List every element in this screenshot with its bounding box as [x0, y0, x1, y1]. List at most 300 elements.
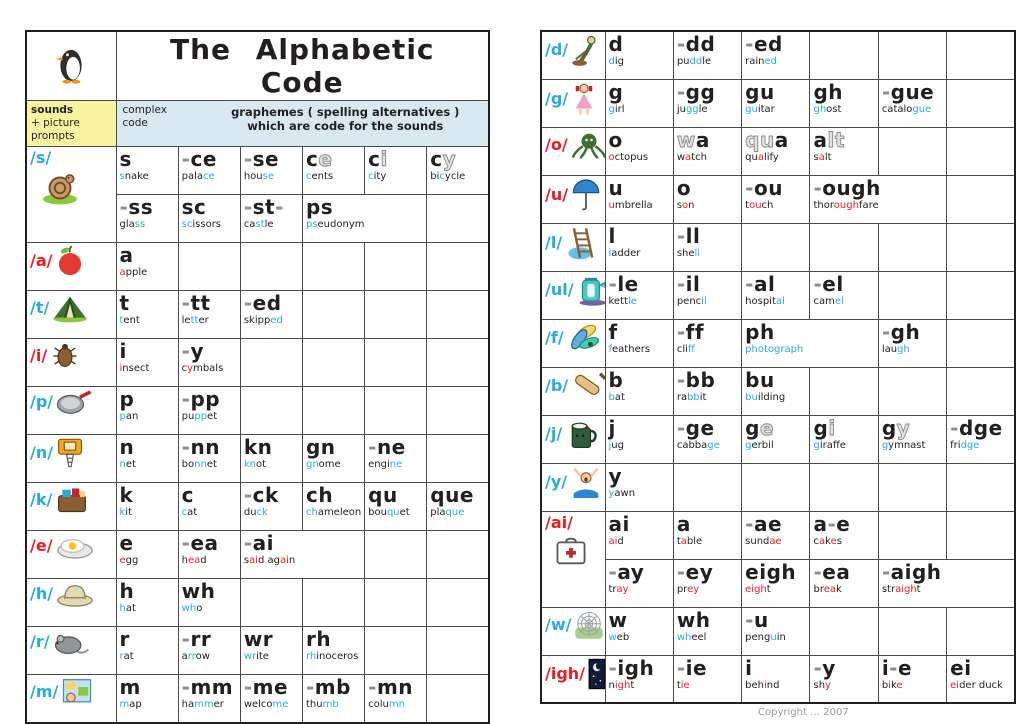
- sound-label: /e/: [30, 536, 53, 555]
- sound-label: /f/: [545, 327, 564, 347]
- grapheme-cell: [178, 627, 240, 675]
- sound-cell-ul: [541, 271, 605, 319]
- example-word: bat: [608, 391, 625, 403]
- grapheme: wr: [243, 627, 274, 651]
- sound-cell-n: [26, 435, 116, 483]
- grapheme: j: [608, 415, 616, 440]
- grapheme: d: [608, 32, 624, 56]
- web-icon: [574, 610, 604, 640]
- example-word: break: [813, 583, 842, 595]
- sound-label: /j/: [545, 423, 563, 443]
- grapheme: e: [119, 531, 134, 555]
- example-word: qualify: [745, 151, 779, 163]
- grapheme: ge: [745, 415, 775, 440]
- sound-cell-y: [541, 463, 605, 511]
- grapheme: -ck: [243, 483, 279, 507]
- first-aid-icon: [555, 536, 587, 566]
- grapheme: qua: [745, 127, 789, 152]
- example-word: pencil: [676, 295, 707, 307]
- example-word: cymbals: [181, 363, 224, 374]
- empty-cell: [178, 243, 240, 291]
- example-word: rained: [745, 56, 778, 67]
- grapheme-cell: [302, 627, 364, 675]
- example-word: camel: [813, 295, 844, 307]
- sound-cell-d: [541, 31, 605, 79]
- grapheme: r: [119, 627, 130, 651]
- grapheme: -mm: [181, 675, 234, 699]
- feathers-icon: [567, 322, 599, 354]
- grapheme-cell: [810, 271, 878, 319]
- empty-cell: [365, 531, 427, 579]
- example-word: egg: [119, 555, 139, 566]
- sound-label: /a/: [30, 251, 53, 270]
- sound-label: /ul/: [545, 279, 574, 299]
- example-word: write: [243, 651, 269, 662]
- grapheme: -rr: [181, 627, 212, 651]
- example-word: fridge: [950, 439, 980, 451]
- grapheme-cell: [742, 319, 879, 367]
- grapheme: m: [119, 675, 141, 699]
- net-icon: [56, 437, 84, 469]
- grapheme: b: [608, 367, 624, 392]
- grapheme: -al: [745, 271, 776, 296]
- grapheme: alt: [813, 127, 845, 152]
- grapheme-cell: [178, 195, 240, 243]
- example-word: pan: [119, 411, 139, 422]
- example-word: duck: [243, 507, 268, 518]
- sound-cell-igh: [541, 655, 605, 703]
- example-word: aid: [608, 535, 624, 547]
- grapheme-cell: [605, 127, 673, 175]
- grapheme: -ay: [608, 559, 645, 584]
- grapheme: h: [119, 579, 135, 603]
- grapheme: -ce: [181, 147, 217, 171]
- grapheme-cell: [302, 147, 364, 195]
- example-word: rabbit: [676, 391, 707, 403]
- grapheme: -igh: [608, 655, 655, 680]
- grapheme-cell: [673, 271, 741, 319]
- grapheme: s: [119, 147, 132, 171]
- insect-icon: [50, 341, 80, 371]
- empty-cell: [302, 291, 364, 339]
- empty-cell: [947, 607, 1015, 655]
- empty-cell: [947, 79, 1015, 127]
- empty-cell: [673, 463, 741, 511]
- sound-cell-b: [541, 367, 605, 415]
- example-word: yawn: [608, 487, 636, 499]
- grapheme: o: [608, 127, 623, 152]
- grapheme-cell: [673, 79, 741, 127]
- umbrella-icon: [571, 178, 601, 212]
- grapheme-cell: [742, 559, 810, 607]
- sound-label: /m/: [30, 682, 59, 701]
- sound-cell-u: [541, 175, 605, 223]
- example-word: night: [608, 679, 635, 691]
- page-title: The Alphabetic Code: [169, 33, 435, 99]
- grapheme: -ll: [676, 223, 701, 248]
- grapheme: i: [745, 655, 753, 680]
- grapheme-cell: [116, 483, 178, 531]
- grapheme-cell: [742, 415, 810, 463]
- octopus-icon: [571, 130, 605, 160]
- grapheme-cell: [116, 291, 178, 339]
- sound-cell-l: [541, 223, 605, 271]
- sound-cell-f: [541, 319, 605, 367]
- example-word: palace: [181, 171, 215, 182]
- grapheme-cell: [810, 127, 878, 175]
- grapheme: wa: [676, 127, 710, 152]
- sound-cell-i: [26, 339, 116, 387]
- grapheme: -ea: [813, 559, 851, 584]
- grapheme: a: [119, 243, 134, 267]
- empty-cell: [878, 271, 946, 319]
- sound-cell-g: [541, 79, 605, 127]
- grapheme-cell: [605, 31, 673, 79]
- girl-icon: [571, 82, 597, 116]
- grapheme-cell: [365, 675, 427, 723]
- empty-cell: [810, 607, 878, 655]
- example-word: engine: [368, 459, 403, 470]
- grapheme: -y: [813, 655, 836, 680]
- sound-label: /u/: [545, 184, 569, 204]
- grapheme-cell: [742, 511, 810, 559]
- example-word: puddle: [676, 56, 712, 67]
- map-icon: [61, 677, 93, 707]
- empty-cell: [302, 243, 364, 291]
- grapheme-cell: [116, 147, 178, 195]
- grapheme-cell: [947, 655, 1015, 703]
- example-word: thoroughfare: [813, 199, 879, 211]
- grapheme-cell: [178, 147, 240, 195]
- grapheme-cell: [878, 319, 946, 367]
- grapheme-cell: [240, 483, 302, 531]
- grapheme: -gg: [676, 79, 716, 104]
- grapheme: -dge: [950, 415, 1003, 440]
- grapheme-cell: [742, 655, 810, 703]
- grapheme-cell: [240, 291, 302, 339]
- empty-cell: [427, 243, 489, 291]
- alphabetic-code-table-left: [25, 30, 490, 724]
- example-word: bike: [881, 679, 903, 691]
- grapheme: -bb: [676, 367, 716, 392]
- example-word: prey: [676, 583, 700, 595]
- sound-label: /d/: [545, 40, 569, 59]
- grapheme: -dd: [676, 32, 716, 56]
- empty-cell: [947, 223, 1015, 271]
- grapheme-cell: [605, 559, 673, 607]
- kit-icon: [55, 485, 89, 515]
- empty-cell: [810, 223, 878, 271]
- grapheme: -ae: [745, 511, 783, 536]
- empty-cell: [947, 367, 1015, 415]
- grapheme: a: [676, 511, 691, 536]
- grapheme-cell: [742, 31, 810, 79]
- apple-icon: [55, 245, 85, 277]
- example-word: wheel: [676, 631, 707, 643]
- grapheme-cell: [302, 435, 364, 483]
- grapheme-cell: [365, 435, 427, 483]
- grapheme: c: [181, 483, 195, 507]
- example-word: photograph: [745, 343, 804, 355]
- grapheme: ci: [368, 147, 388, 171]
- grapheme-cell: [605, 175, 673, 223]
- empty-cell: [365, 291, 427, 339]
- example-word: dig: [608, 56, 624, 67]
- grapheme-cell: [178, 435, 240, 483]
- grapheme: u: [608, 175, 624, 200]
- penguin-icon: [54, 43, 88, 85]
- example-word: skipped: [243, 315, 283, 326]
- example-word: bonnet: [181, 459, 217, 470]
- empty-cell: [427, 675, 489, 723]
- example-word: straight: [881, 583, 921, 595]
- grapheme-cell: [240, 435, 302, 483]
- empty-cell: [947, 319, 1015, 367]
- empty-cell: [878, 511, 946, 559]
- empty-cell: [240, 579, 302, 627]
- grapheme-cell: [673, 127, 741, 175]
- grapheme: t: [119, 291, 130, 315]
- grapheme-cell: [365, 483, 427, 531]
- example-word: hat: [119, 603, 136, 614]
- grapheme-cell: [673, 415, 741, 463]
- grapheme: gn: [305, 435, 336, 459]
- pan-icon: [56, 389, 92, 415]
- grapheme-cell: [742, 79, 810, 127]
- ladder-icon: [565, 226, 595, 260]
- grapheme: gu: [745, 79, 775, 104]
- sound-cell-s: [26, 147, 116, 243]
- example-word: laugh: [881, 343, 910, 355]
- grapheme: -ff: [676, 319, 705, 344]
- empty-cell: [810, 31, 878, 79]
- empty-cell: [878, 127, 946, 175]
- grapheme-cell: [810, 175, 947, 223]
- empty-cell: [947, 31, 1015, 79]
- sound-label: /o/: [545, 134, 568, 154]
- grapheme: y: [608, 463, 623, 488]
- sound-label: /g/: [545, 88, 569, 108]
- empty-cell: [302, 339, 364, 387]
- example-word: hammer: [181, 699, 224, 710]
- grapheme: -ey: [676, 559, 714, 584]
- grapheme-cell: [302, 483, 364, 531]
- grapheme: -ne: [368, 435, 406, 459]
- example-word: cabbage: [676, 439, 720, 451]
- grapheme-cell: [605, 511, 673, 559]
- example-word: watch: [676, 151, 707, 163]
- grapheme-cell: [116, 531, 178, 579]
- grapheme: -mn: [368, 675, 414, 699]
- grapheme-cell: [605, 223, 673, 271]
- grapheme: o: [676, 175, 692, 200]
- grapheme-cell: [605, 463, 673, 511]
- snake-icon: [40, 171, 80, 205]
- grapheme: gh: [813, 79, 844, 104]
- example-word: ladder: [608, 247, 641, 259]
- example-word: behind: [745, 679, 780, 691]
- example-word: chameleon: [305, 507, 362, 518]
- grapheme-cell: [742, 271, 810, 319]
- grapheme-cell: [605, 607, 673, 655]
- empty-cell: [947, 511, 1015, 559]
- grapheme: gy: [881, 415, 911, 440]
- example-word: gnome: [305, 459, 341, 470]
- sound-cell-j: [541, 415, 605, 463]
- grapheme: i-e: [881, 655, 913, 680]
- grapheme-cell: [178, 291, 240, 339]
- grapheme-cell: [116, 675, 178, 723]
- grapheme: -le: [608, 271, 639, 296]
- sound-label: /p/: [30, 392, 54, 411]
- grapheme-cell: [240, 627, 302, 675]
- example-word: penguin: [745, 631, 786, 643]
- empty-cell: [878, 31, 946, 79]
- example-word: kit: [119, 507, 132, 518]
- sound-label: /w/: [545, 614, 572, 634]
- grapheme: -ed: [243, 291, 282, 315]
- example-word: house: [243, 171, 274, 182]
- jug-icon: [565, 418, 599, 450]
- example-word: tray: [608, 583, 629, 595]
- sound-cell-ai: [541, 511, 605, 607]
- example-word: juggle: [676, 103, 708, 115]
- night-icon: [588, 658, 605, 690]
- grapheme: g: [608, 79, 624, 104]
- grapheme-cell: [178, 675, 240, 723]
- grapheme: bu: [745, 367, 775, 392]
- grapheme: ps: [305, 195, 334, 219]
- example-word: pseudonym: [305, 219, 365, 230]
- bat-icon: [571, 370, 605, 402]
- example-word: tent: [119, 315, 140, 326]
- grapheme: -mb: [305, 675, 351, 699]
- example-word: gerbil: [745, 439, 774, 451]
- grapheme: ai: [608, 511, 630, 536]
- grapheme: -me: [243, 675, 289, 699]
- grapheme: -gue: [881, 79, 935, 104]
- example-word: welcome: [243, 699, 289, 710]
- example-word: girl: [608, 103, 625, 115]
- grapheme-cell: [742, 175, 810, 223]
- grapheme-cell: [742, 607, 810, 655]
- grapheme: sc: [181, 195, 207, 219]
- chart-title-cell: [116, 31, 489, 101]
- grapheme-cell: [116, 243, 178, 291]
- empty-cell: [947, 175, 1015, 223]
- example-word: catalogue: [881, 103, 932, 115]
- empty-cell: [427, 291, 489, 339]
- sound-label: /i/: [30, 346, 48, 365]
- copyright-text: Copyright … 2007: [758, 707, 849, 718]
- dig-icon: [571, 34, 603, 66]
- grapheme: -ed: [745, 32, 783, 56]
- empty-cell: [240, 339, 302, 387]
- grapheme-cell: [116, 387, 178, 435]
- grapheme: ph: [745, 319, 775, 344]
- grapheme: -tt: [181, 291, 211, 315]
- example-word: son: [676, 199, 695, 211]
- example-word: letter: [181, 315, 209, 326]
- example-word: city: [368, 171, 387, 182]
- grapheme: eigh: [745, 559, 797, 584]
- grapheme-cell: [673, 223, 741, 271]
- example-word: thumb: [305, 699, 339, 710]
- egg-icon: [56, 533, 94, 559]
- grapheme: rh: [305, 627, 332, 651]
- example-word: cat: [181, 507, 198, 518]
- tent-icon: [52, 293, 88, 323]
- grapheme: -el: [813, 271, 844, 296]
- example-word: bouquet: [368, 507, 410, 518]
- grapheme: -ai: [243, 531, 274, 555]
- grapheme-cell: [605, 655, 673, 703]
- grapheme: w: [608, 607, 628, 632]
- grapheme-cell: [810, 559, 878, 607]
- grapheme: -y: [181, 339, 205, 363]
- empty-cell: [240, 243, 302, 291]
- grapheme-cell: [673, 559, 741, 607]
- grapheme: ce: [305, 147, 333, 171]
- example-word: cakes: [813, 535, 842, 547]
- sound-cell-e: [26, 531, 116, 579]
- example-word: net: [119, 459, 136, 470]
- empty-cell: [427, 387, 489, 435]
- empty-cell: [742, 463, 810, 511]
- hat-icon: [56, 581, 94, 607]
- example-word: shy: [813, 679, 831, 691]
- grapheme: wh: [676, 607, 711, 632]
- grapheme: que: [430, 483, 474, 507]
- sound-label: /l/: [545, 232, 563, 252]
- grapheme-cell: [178, 387, 240, 435]
- graphemes-heading-text: graphemes ( spelling alternatives ) which are code for the sounds: [231, 105, 460, 133]
- grapheme: -se: [243, 147, 280, 171]
- grapheme-cell: [810, 415, 878, 463]
- sound-cell-r: [26, 627, 116, 675]
- sound-cell-h: [26, 579, 116, 627]
- example-word: rat: [119, 651, 134, 662]
- example-word: ghost: [813, 103, 842, 115]
- empty-cell: [365, 579, 427, 627]
- grapheme-cell: [116, 195, 178, 243]
- sound-cell-t: [26, 291, 116, 339]
- empty-cell: [302, 387, 364, 435]
- sound-label: /b/: [545, 375, 569, 395]
- grapheme-cell: [116, 435, 178, 483]
- grapheme: -ge: [676, 415, 715, 440]
- grapheme: i: [119, 339, 127, 363]
- sound-label: /t/: [30, 298, 50, 317]
- grapheme-cell: [673, 319, 741, 367]
- example-word: kettle: [608, 295, 637, 307]
- sound-cell-w: [541, 607, 605, 655]
- empty-cell: [427, 531, 489, 579]
- grapheme-cell: [427, 147, 489, 195]
- example-word: snake: [119, 171, 149, 182]
- example-word: octopus: [608, 151, 649, 163]
- empty-cell: [878, 367, 946, 415]
- empty-cell: [878, 223, 946, 271]
- sound-label: /ai/: [545, 512, 573, 532]
- empty-cell: [240, 387, 302, 435]
- sound-cell-o: [541, 127, 605, 175]
- alphabetic-code-table-right: [540, 30, 1016, 704]
- empty-cell: [810, 367, 878, 415]
- empty-cell: [365, 339, 427, 387]
- example-word: map: [119, 699, 142, 710]
- sound-cell-a: [26, 243, 116, 291]
